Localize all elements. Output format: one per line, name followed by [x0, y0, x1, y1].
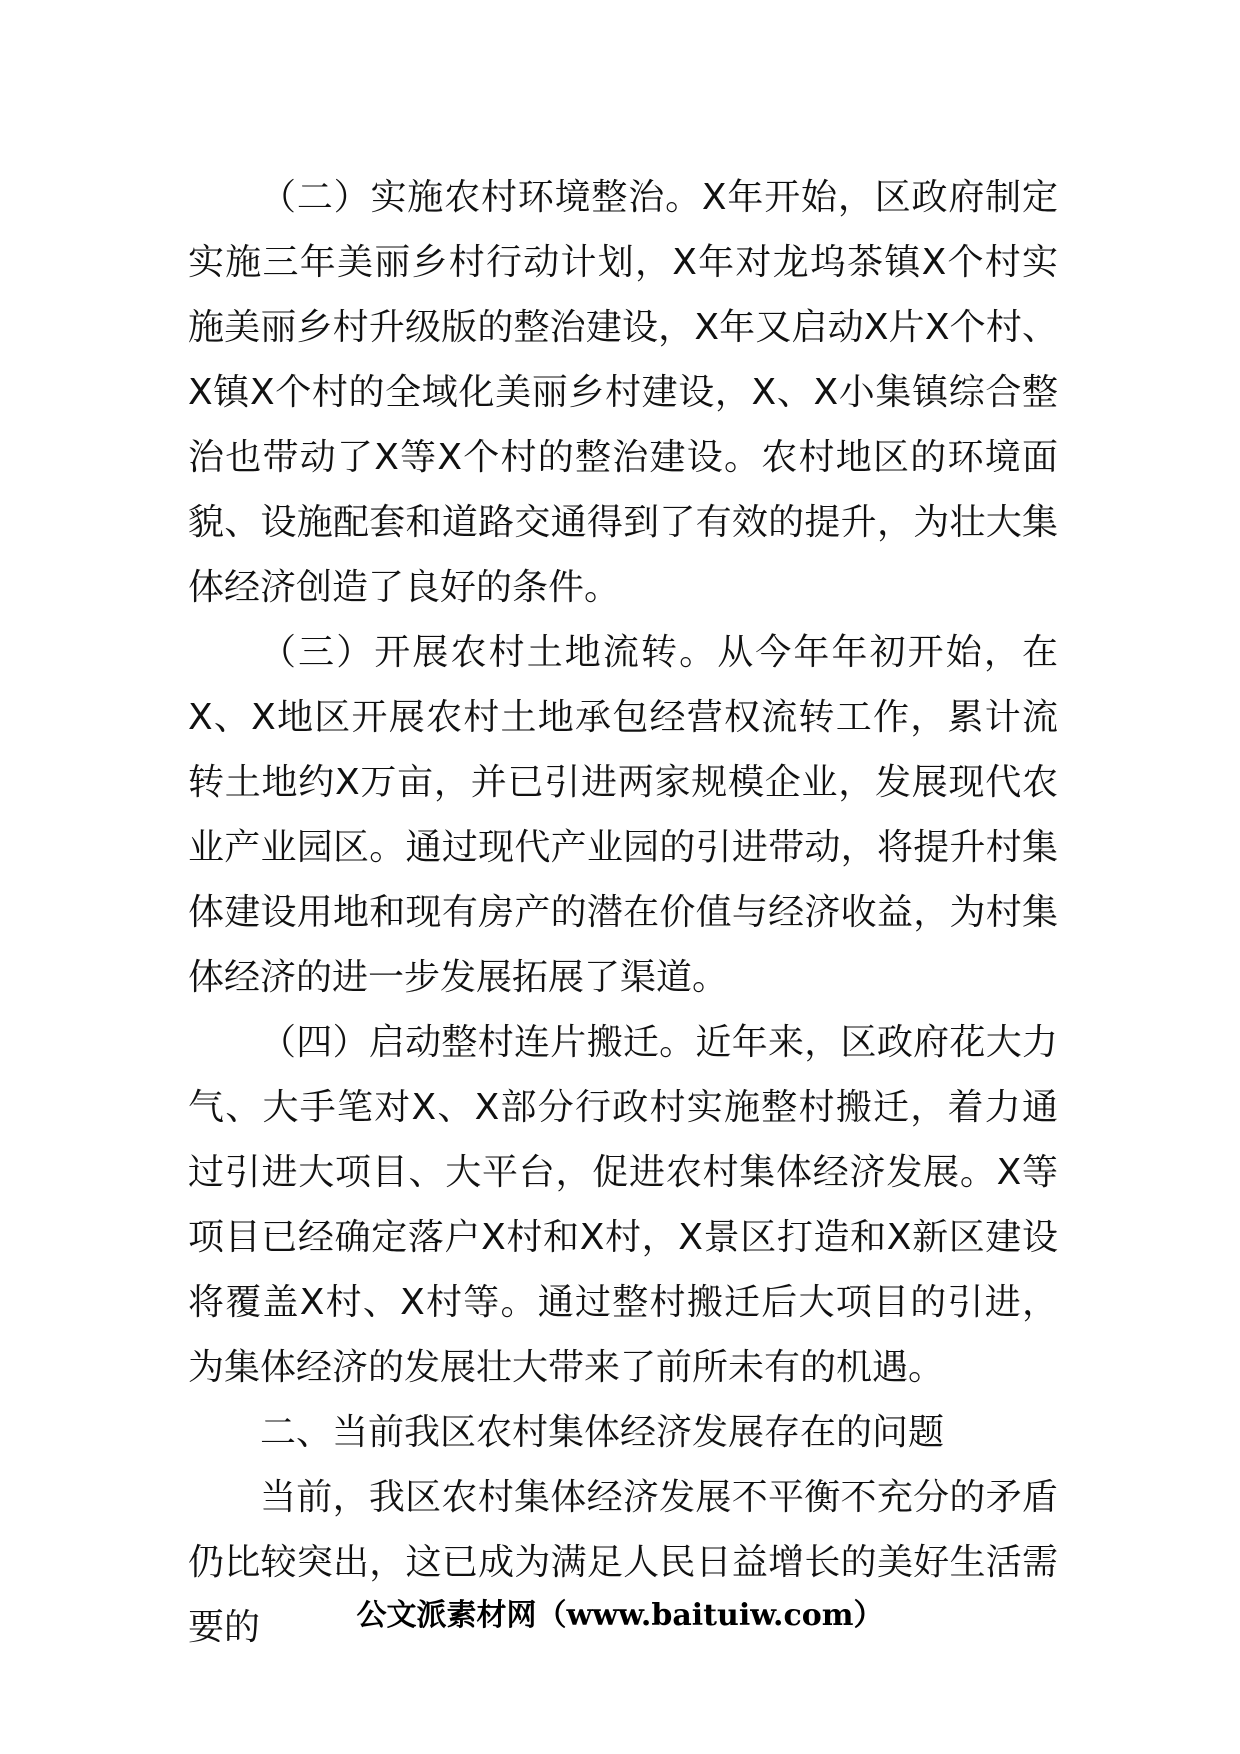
paragraph-land-transfer: （三）开展农村土地流转。从今年年初开始，在X、X地区开展农村土地承包经营权流转工作，累计流转土地约X万亩，并已引进两家规模企业，发展现代农业产业园区。通过现代产业园的引进带动，将提升村集体建设用地和现有房产的潜在价值与经济收益，为村集体经济的进一步发展拓展了渠道。 [188, 632, 1058, 998]
footer-watermark-text: 公文派素材网（www.baituiw.com） [356, 1598, 884, 1633]
paragraph-environment-renovation: （二）实施农村环境整治。X年开始，区政府制定实施三年美丽乡村行动计划，X年对龙坞茶镇X个村实施美丽乡村升级版的整治建设，X年又启动X片X个村、X镇X个村的全域化美丽乡村建设，X、X小集镇综合整治也带动了X等X个村的整治建设。农村地区的环境面貌、设施配套和道路交通得到了有效的提升，为壮大集体经济创造了良好的条件。 [188, 177, 1058, 608]
paragraph-village-relocation: （四）启动整村连片搬迁。近年来，区政府花大力气、大手笔对X、X部分行政村实施整村搬迁，着力通过引进大项目、大平台，促进农村集体经济发展。X等项目已经确定落户X村和X村，X景区打造和X新区建设将覆盖X村、X村等。通过整村搬迁后大项目的引进，为集体经济的发展壮大带来了前所未有的机遇。 [188, 1022, 1058, 1388]
section-heading-problems: 二、当前我区农村集体经济发展存在的问题 [260, 1412, 945, 1453]
paragraph-current-situation: 当前，我区农村集体经济发展不平衡不充分的矛盾仍比较突出，这已成为满足人民日益增长的美好生活需要的 [188, 1477, 1058, 1648]
document-body [188, 165, 1058, 1660]
